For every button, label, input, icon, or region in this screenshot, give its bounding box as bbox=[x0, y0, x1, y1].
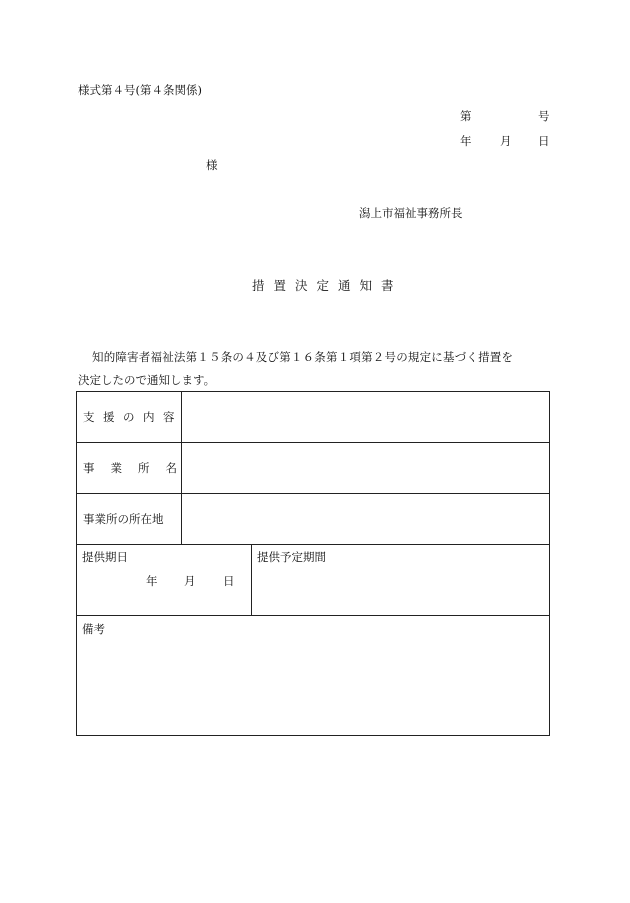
form-number: 様式第４号(第４条関係) bbox=[78, 83, 202, 97]
start-date-day: 日 bbox=[223, 574, 235, 588]
form-table bbox=[76, 391, 550, 736]
remarks-label: 備考 bbox=[82, 622, 105, 636]
doc-number-prefix: 第 bbox=[460, 109, 472, 123]
facility-address-label: 事業所の所在地 bbox=[83, 512, 164, 526]
document-title: 措置決定通知書 bbox=[252, 278, 403, 293]
row-divider bbox=[77, 544, 549, 545]
date-column-divider bbox=[251, 544, 252, 615]
doc-number-suffix: 号 bbox=[538, 109, 550, 123]
row-divider bbox=[77, 615, 549, 616]
support-content-label: 支援の内容 bbox=[83, 410, 183, 424]
date-month: 月 bbox=[500, 134, 512, 148]
row-divider bbox=[77, 493, 549, 494]
date-year: 年 bbox=[460, 134, 472, 148]
start-date-month: 月 bbox=[184, 574, 196, 588]
date-day: 日 bbox=[538, 134, 550, 148]
body-text-line2: 決定したので通知します。 bbox=[78, 373, 216, 387]
body-text-line1: 知的障害者福祉法第１５条の４及び第１６条第１項第２号の規定に基づく措置を bbox=[92, 350, 514, 364]
addressee-suffix: 様 bbox=[206, 158, 218, 172]
issuer: 潟上市福祉事務所長 bbox=[359, 206, 463, 220]
planned-period-label: 提供予定期間 bbox=[257, 550, 326, 564]
row-divider bbox=[77, 442, 549, 443]
facility-name-label: 事業所名 bbox=[83, 461, 193, 475]
start-date-label: 提供期日 bbox=[82, 550, 128, 564]
start-date-year: 年 bbox=[146, 574, 158, 588]
